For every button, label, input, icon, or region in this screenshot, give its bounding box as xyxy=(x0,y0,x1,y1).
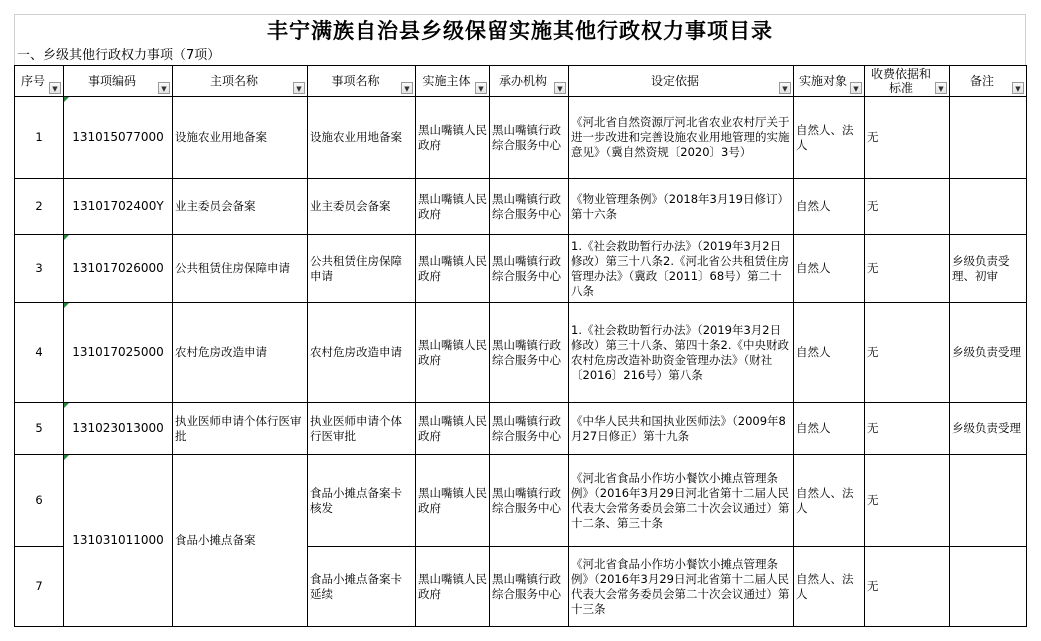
cell-main: 业主委员会备案 xyxy=(173,179,308,235)
cell-note: 乡级负责受理、初审 xyxy=(950,235,1027,303)
cell-item: 设施农业用地备案 xyxy=(308,97,416,179)
cell-fee: 无 xyxy=(865,455,950,547)
cell-note xyxy=(950,455,1027,547)
cell-subject: 黑山嘴镇人民政府 xyxy=(416,403,490,455)
cell-fee: 无 xyxy=(865,179,950,235)
cell-fee: 无 xyxy=(865,97,950,179)
dropdown-arrow-icon[interactable]: ▼ xyxy=(158,82,170,94)
dropdown-arrow-icon[interactable]: ▼ xyxy=(401,82,413,94)
header-code: 事项编码 ▼ xyxy=(64,66,173,97)
cell-main: 执业医师申请个体行医审批 xyxy=(173,403,308,455)
green-triangle-icon xyxy=(64,303,69,308)
cell-note xyxy=(950,179,1027,235)
cell-item: 业主委员会备案 xyxy=(308,179,416,235)
header-org: 承办机构 ▼ xyxy=(490,66,569,97)
cell-subject: 黑山嘴镇人民政府 xyxy=(416,97,490,179)
cell-code: 131017025000 xyxy=(64,303,173,403)
header-target: 实施对象 ▼ xyxy=(794,66,865,97)
cell-basis: 《河北省食品小作坊小餐饮小摊点管理条例》（2016年3月29日河北省第十二届人民代表大会常务委员会第二十次会议通过）第十二条、第三十条 xyxy=(569,455,794,547)
table-row xyxy=(15,97,1027,179)
cell-seq: 7 xyxy=(15,547,64,627)
cell-fee: 无 xyxy=(865,403,950,455)
green-triangle-icon xyxy=(64,455,69,460)
cell-code: 131023013000 xyxy=(64,403,173,455)
table-row xyxy=(15,303,1027,403)
header-subject: 实施主体 ▼ xyxy=(416,66,490,97)
items-table xyxy=(14,65,1027,627)
cell-basis: 《河北省食品小作坊小餐饮小摊点管理条例》（2016年3月29日河北省第十二届人民代表大会常务委员会第二十次会议通过）第十三条 xyxy=(569,547,794,627)
cell-note: 乡级负责受理 xyxy=(950,403,1027,455)
cell-basis: 1.《社会救助暂行办法》（2019年3月2日修改）第三十八条、第四十条2.《中央财政农村危房改造补助资金管理办法》（财社〔2016〕216号）第八条 xyxy=(569,303,794,403)
cell-org: 黑山嘴镇行政综合服务中心 xyxy=(490,97,569,179)
cell-target: 自然人、法人 xyxy=(794,547,865,627)
cell-target: 自然人 xyxy=(794,303,865,403)
cell-target: 自然人、法人 xyxy=(794,455,865,547)
table-row xyxy=(15,235,1027,303)
cell-main: 食品小摊点备案 xyxy=(173,455,308,627)
cell-code: 131017026000 xyxy=(64,235,173,303)
cell-item: 食品小摊点备案卡延续 xyxy=(308,547,416,627)
cell-fee: 无 xyxy=(865,235,950,303)
cell-subject: 黑山嘴镇人民政府 xyxy=(416,455,490,547)
cell-seq: 5 xyxy=(15,403,64,455)
table-row xyxy=(15,455,1027,547)
cell-subject: 黑山嘴镇人民政府 xyxy=(416,179,490,235)
cell-note: 乡级负责受理 xyxy=(950,303,1027,403)
cell-basis: 《河北省自然资源厅河北省农业农村厅关于进一步改进和完善设施农业用地管理的实施意见》（冀自然资规〔2020〕3号） xyxy=(569,97,794,179)
cell-org: 黑山嘴镇行政综合服务中心 xyxy=(490,235,569,303)
header-row xyxy=(15,66,1027,97)
cell-main: 设施农业用地备案 xyxy=(173,97,308,179)
header-seq: 序号 ▼ xyxy=(15,66,64,97)
cell-seq: 6 xyxy=(15,455,64,547)
cell-org: 黑山嘴镇行政综合服务中心 xyxy=(490,303,569,403)
cell-org: 黑山嘴镇行政综合服务中心 xyxy=(490,547,569,627)
green-triangle-icon xyxy=(64,97,69,102)
dropdown-arrow-icon[interactable]: ▼ xyxy=(850,82,862,94)
cell-subject: 黑山嘴镇人民政府 xyxy=(416,235,490,303)
cell-subject: 黑山嘴镇人民政府 xyxy=(416,547,490,627)
dropdown-arrow-icon[interactable]: ▼ xyxy=(554,82,566,94)
cell-basis: 1.《社会救助暂行办法》（2019年3月2日修改）第三十八条2.《河北省公共租赁住房管理办法》（冀政〔2011〕68号）第二十八条 xyxy=(569,235,794,303)
cell-code: 13101702400Y xyxy=(64,179,173,235)
cell-org: 黑山嘴镇行政综合服务中心 xyxy=(490,179,569,235)
dropdown-arrow-icon[interactable]: ▼ xyxy=(49,82,61,94)
dropdown-arrow-icon[interactable]: ▼ xyxy=(935,82,947,94)
cell-fee: 无 xyxy=(865,303,950,403)
header-main: 主项名称 ▼ xyxy=(173,66,308,97)
header-note: 备注 ▼ xyxy=(950,66,1027,97)
cell-org: 黑山嘴镇行政综合服务中心 xyxy=(490,403,569,455)
cell-item: 执业医师申请个体行医审批 xyxy=(308,403,416,455)
page-title: 丰宁满族自治县乡级保留实施其他行政权力事项目录 xyxy=(14,14,1026,47)
cell-code: 131031011000 xyxy=(64,455,173,627)
dropdown-arrow-icon[interactable]: ▼ xyxy=(1012,82,1024,94)
header-fee: 收费依据和标准 ▼ xyxy=(865,66,950,97)
dropdown-arrow-icon[interactable]: ▼ xyxy=(293,82,305,94)
header-basis: 设定依据 ▼ xyxy=(569,66,794,97)
spreadsheet xyxy=(14,14,1026,627)
cell-target: 自然人 xyxy=(794,235,865,303)
cell-basis: 《中华人民共和国执业医师法》（2009年8月27日修正）第十九条 xyxy=(569,403,794,455)
cell-seq: 2 xyxy=(15,179,64,235)
cell-item: 公共租赁住房保障申请 xyxy=(308,235,416,303)
cell-note xyxy=(950,97,1027,179)
table-row xyxy=(15,179,1027,235)
cell-main: 农村危房改造申请 xyxy=(173,303,308,403)
cell-target: 自然人 xyxy=(794,179,865,235)
cell-fee: 无 xyxy=(865,547,950,627)
cell-seq: 3 xyxy=(15,235,64,303)
cell-target: 自然人、法人 xyxy=(794,97,865,179)
cell-target: 自然人 xyxy=(794,403,865,455)
header-item: 事项名称 ▼ xyxy=(308,66,416,97)
cell-seq: 4 xyxy=(15,303,64,403)
cell-main: 公共租赁住房保障申请 xyxy=(173,235,308,303)
cell-subject: 黑山嘴镇人民政府 xyxy=(416,303,490,403)
cell-basis: 《物业管理条例》（2018年3月19日修订）第十六条 xyxy=(569,179,794,235)
green-triangle-icon xyxy=(64,235,69,240)
cell-note xyxy=(950,547,1027,627)
cell-item: 农村危房改造申请 xyxy=(308,303,416,403)
cell-item: 食品小摊点备案卡核发 xyxy=(308,455,416,547)
cell-seq: 1 xyxy=(15,97,64,179)
green-triangle-icon xyxy=(64,403,69,408)
section-heading: 一、乡级其他行政权力事项（7项） xyxy=(14,47,1026,65)
dropdown-arrow-icon[interactable]: ▼ xyxy=(475,82,487,94)
cell-code: 131015077000 xyxy=(64,97,173,179)
cell-org: 黑山嘴镇行政综合服务中心 xyxy=(490,455,569,547)
table-row xyxy=(15,403,1027,455)
dropdown-arrow-icon[interactable]: ▼ xyxy=(779,82,791,94)
